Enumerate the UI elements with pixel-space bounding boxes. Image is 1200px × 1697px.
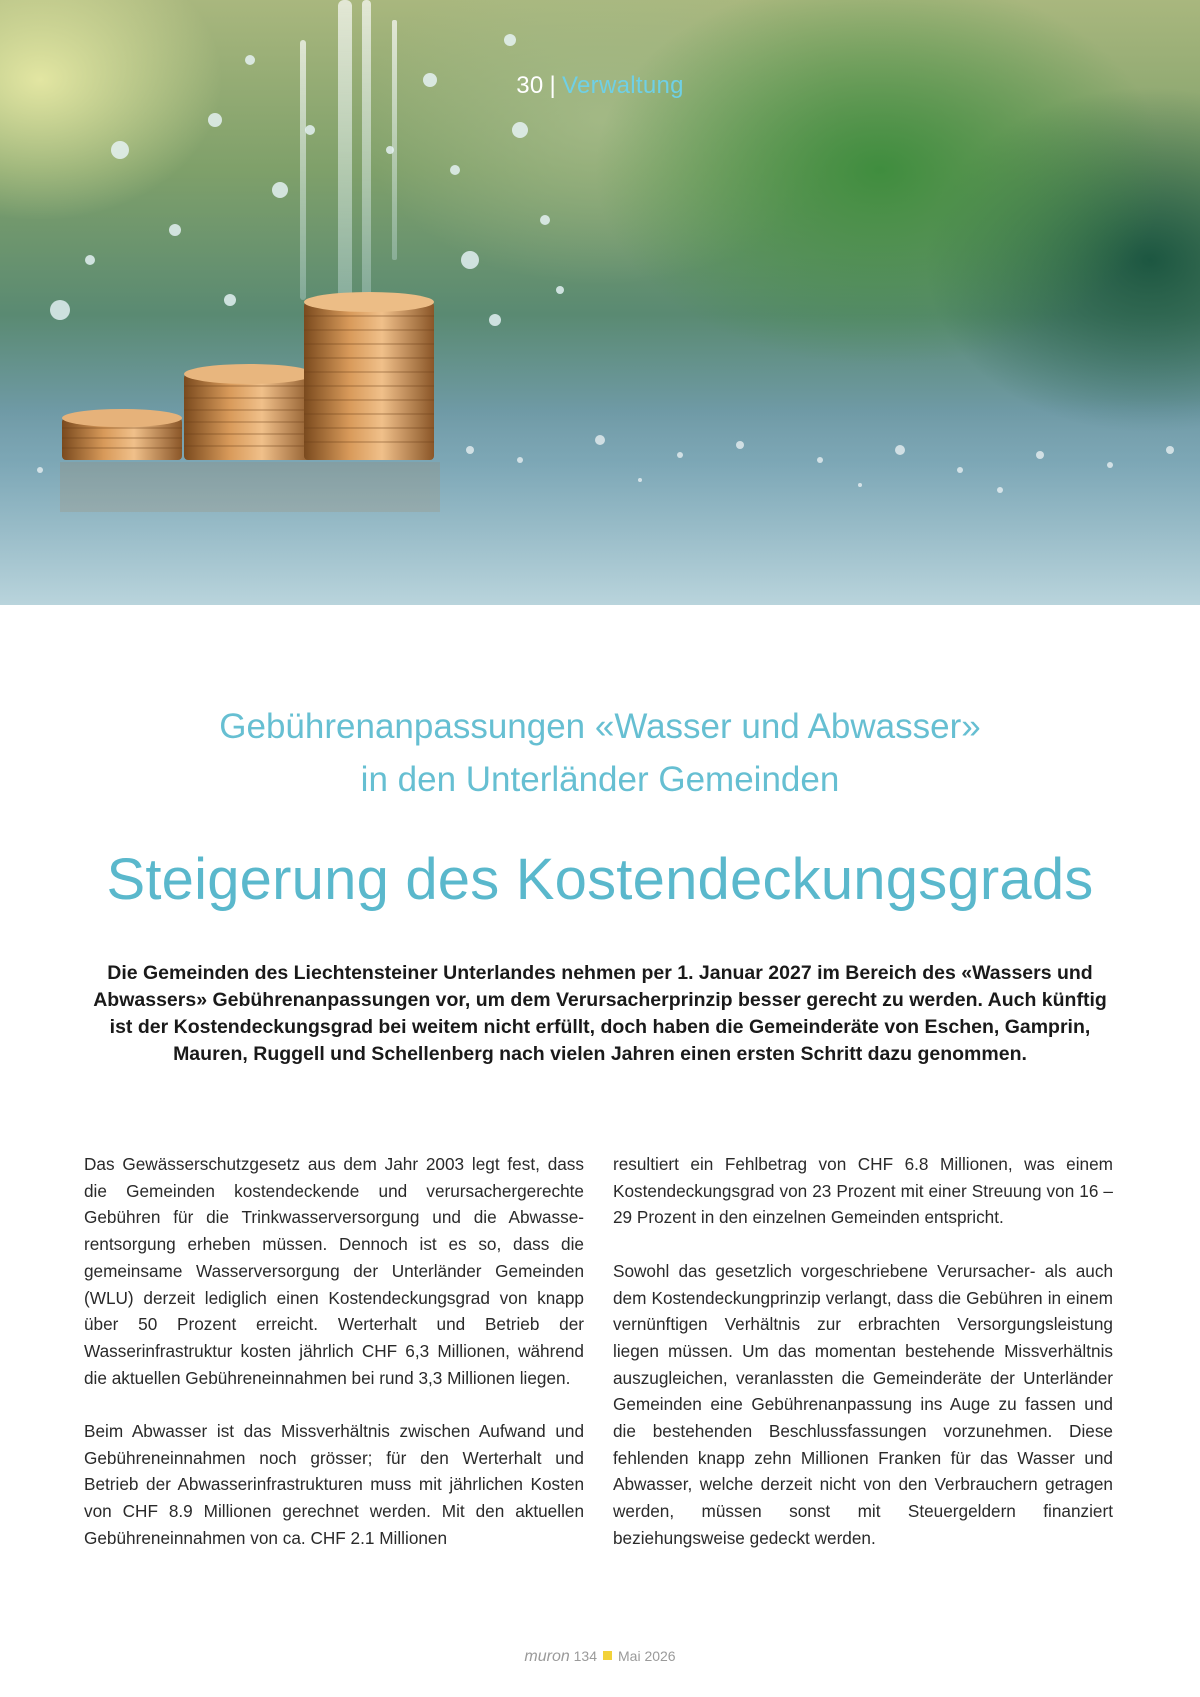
article-kicker bbox=[0, 700, 1200, 806]
hero-image bbox=[0, 0, 1200, 605]
issue-date: Mai 2026 bbox=[618, 1648, 676, 1664]
page-footer bbox=[0, 1648, 1200, 1666]
paragraph: Das Gewässerschutzgesetz aus dem Jahr 2003 legt fest, dass die Gemeinden kostendeckende und verursachergerechte Gebühren für die Trinkwasserversorgung und die Abwasserentsorgung erheben müssen. Dennoch ist es so, dass die gemeinsame Wasserversorgung der Unterländer Gemeinden (WLU) derzeit lediglich einen Kostendeckungsgrad von knapp über 50 Prozent erreicht. Werterhalt und Betrieb der Wasserinfrastruktur kosten jährlich CHF 6,3 Millionen, während die aktuellen Gebühreneinnahmen bei rund 3,3 Millionen liegen. bbox=[84, 1154, 584, 1388]
issue-number: 134 bbox=[573, 1648, 597, 1664]
paragraph: Sowohl das gesetzlich vorgeschriebene Verursacher- als auch dem Kostendeckungprinzip verlangt, dass die Gebühren in einem vernünftigen Verhältnis zur erbrachten Versorgungsleistung liegen müssen. Um das momentan bestehende Missverhältnis auszugleichen, veranlassten die Gemeinderäte der Unterländer Gemeinden eine Gebührenanpassung ins Auge zu fassen und die bestehenden Beschlussfassungen vorzunehmen. Diese fehlenden knapp zehn Millionen Franken für das Wasser und Abwasser, welche derzeit nicht von den Verbrauchern getragen werden, müssen sonst mit Steuergeldern finanziert beziehungsweise gedeckt werden. bbox=[613, 1260, 1113, 1548]
article-lead: Die Gemeinden des Liechtensteiner Unterlandes nehmen per 1. Januar 2027 im Bereich des «Wassers und Abwassers» Gebührenanpassungen vor, um dem Verursacherprinzip besser gerecht zu werden. Auch künftig ist der Kostendeckungsgrad bei weitem nicht erfüllt, doch haben die Gemeinderäte von Eschen, Gamprin, Mauren, Ruggell und Schellenberg nach vielen Jahren einen ersten Schritt dazu genommen. bbox=[93, 962, 1107, 1065]
kicker-line-1: Gebührenanpassungen «Wasser und Abwasser» bbox=[219, 707, 981, 746]
section-name: Verwaltung bbox=[562, 72, 684, 99]
paragraph: Beim Abwasser ist das Missverhältnis zwischen Aufwand und Gebühreneinnahmen noch grösser; für den Werterhalt und Betrieb der Abwasserinfrastrukturen muss mit jährlichen Kosten von CHF 8.9 Millionen gerechnet werden. Mit den aktuellen Gebühreneinnahmen von ca. CHF 2.1 Millionen bbox=[84, 1421, 584, 1548]
page-header bbox=[0, 72, 1200, 100]
body-column-right bbox=[613, 1151, 1113, 1552]
kicker-line-2: in den Unterländer Gemeinden bbox=[360, 760, 840, 799]
paragraph: resultiert ein Fehlbetrag von CHF 6.8 Millionen, was einem Kostendeckungsgrad von 23 Prozent mit einer Streuung von 16 – 29 Prozent in den einzelnen Gemeinden entspricht. bbox=[613, 1154, 1113, 1228]
magazine-brand: muron bbox=[524, 1648, 570, 1665]
accent-square-icon bbox=[603, 1651, 612, 1660]
body-column-left bbox=[84, 1151, 584, 1552]
article-title: Steigerung des Kostendeckungsgrads bbox=[106, 847, 1094, 912]
header-separator: | bbox=[549, 72, 557, 99]
page-number: 30 bbox=[516, 72, 544, 99]
